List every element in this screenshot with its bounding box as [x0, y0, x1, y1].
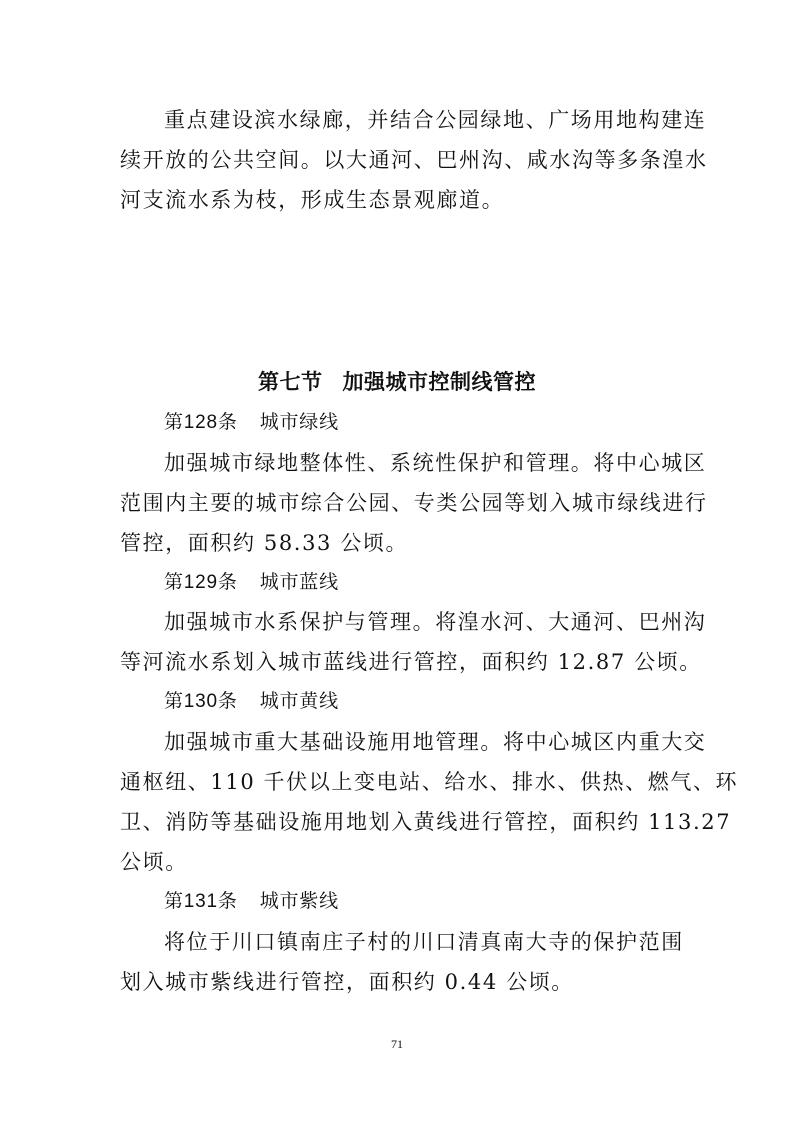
article-number: 第128条	[164, 412, 238, 433]
paragraph-line: 重点建设滨水绿廊，并结合公园绿地、广场用地构建连	[164, 108, 707, 132]
article-heading	[164, 884, 339, 919]
article-title: 城市蓝线	[259, 571, 339, 593]
article-number: 第131条	[164, 891, 238, 912]
paragraph-line: 加强城市绿地整体性、系统性保护和管理。将中心城区	[164, 451, 707, 475]
article-title: 城市紫线	[259, 890, 339, 912]
paragraph-line: 卫、消防等基础设施用地划入黄线进行管控，面积约 113.27	[120, 810, 732, 834]
article-number: 第129条	[164, 572, 238, 593]
page-number: 71	[391, 1037, 403, 1051]
paragraph-line: 范围内主要的城市综合公园、专类公园等划入城市绿线进行	[120, 491, 708, 515]
article-number: 第130条	[164, 691, 238, 712]
intro-paragraph	[120, 100, 708, 220]
article-heading	[164, 405, 339, 440]
paragraph-line: 将位于川口镇南庄子村的川口清真南大寺的保护范围	[164, 930, 684, 954]
paragraph-line: 管控，面积约 58.33 公顷。	[120, 531, 409, 555]
article-heading	[164, 684, 339, 719]
paragraph-line: 划入城市紫线进行管控，面积约 0.44 公顷。	[120, 970, 574, 994]
paragraph-line: 加强城市水系保护与管理。将湟水河、大通河、巴州沟	[164, 610, 707, 634]
article-paragraph	[120, 722, 739, 882]
article-title: 城市黄线	[259, 690, 339, 712]
article-paragraph	[120, 443, 708, 563]
paragraph-line: 续开放的公共空间。以大通河、巴州沟、咸水沟等多条湟水	[120, 148, 708, 172]
paragraph-line: 等河流水系划入城市蓝线进行管控，面积约 12.87 公顷。	[120, 650, 702, 674]
paragraph-line: 加强城市重大基础设施用地管理。将中心城区内重大交	[164, 730, 707, 754]
article-title: 城市绿线	[259, 411, 339, 433]
article-heading	[164, 565, 339, 600]
article-paragraph	[120, 922, 684, 1002]
paragraph-line: 通枢纽、110 千伏以上变电站、给水、排水、供热、燃气、环	[120, 770, 739, 794]
section-title: 加强城市控制线管控	[342, 370, 536, 394]
section-number: 第七节	[258, 370, 323, 394]
section-heading	[0, 362, 794, 402]
paragraph-line: 河支流水系为枝，形成生态景观廊道。	[120, 188, 505, 212]
article-paragraph	[120, 602, 707, 682]
paragraph-line: 公顷。	[120, 850, 188, 874]
